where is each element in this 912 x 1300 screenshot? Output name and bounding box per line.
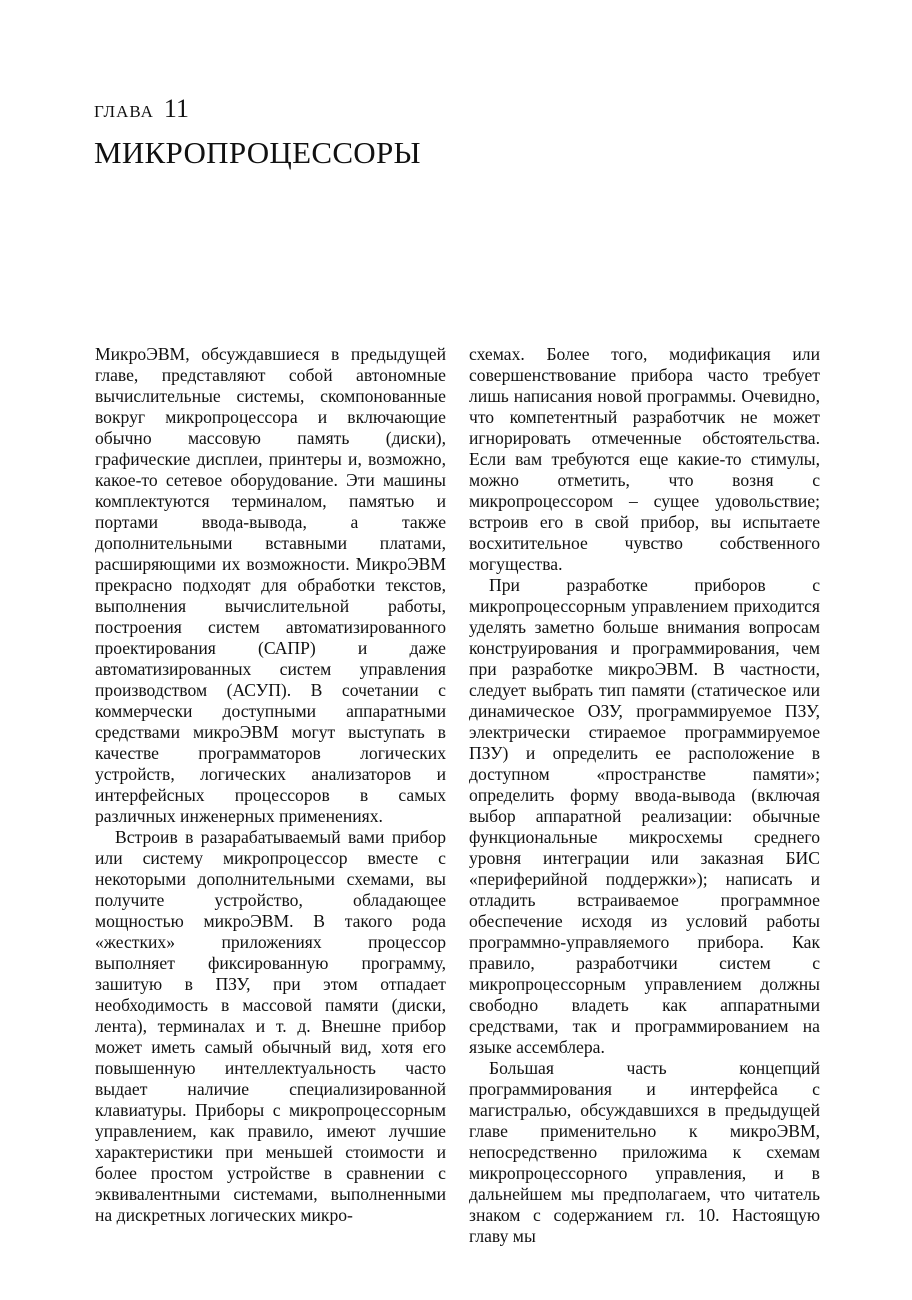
- paragraph-continuation: схемах. Более того, модификация или совершенствование прибора часто требует лишь написания новой программы. Очевидно, что компетентный разработчик не может игнорировать отмеченные обстоятельства. Если вам требуются еще какие-то стимулы, можно отметить, что возня с микропроцессором – сущее удовольствие; встроив его в свой прибор, вы испытаете восхитительное чувство собственного могущества.: [469, 344, 820, 574]
- left-column: [95, 344, 446, 1226]
- chapter-number: 11: [163, 94, 189, 123]
- paragraph-concepts: Большая часть концепций программирования и интерфейса с магистралью, обсуждавшихся в предыдущей главе применительно к микроЭВМ, непосредственно приложима к схемам микропроцессорного управления, и в дальнейшем мы предполагаем, что читатель знаком с содержанием гл. 10. Настоящую главу мы: [469, 1058, 820, 1246]
- paragraph-design: При разработке приборов с микропроцессорным управлением приходится уделять заметно больше внимания вопросам конструирования и программирования, чем при разработке микроЭВМ. В частности, следует выбрать тип памяти (статическое или динамическое ОЗУ, программируемое ПЗУ, электрически стираемое программируемое ПЗУ) и определить ее расположение в доступном «пространстве памяти»; определить форму ввода-вывода (включая выбор аппаратной реализации: обычные функциональные микросхемы среднего уровня интеграции или заказная БИС «периферийной поддержки»); написать и отладить встраиваемое программное обеспечение исходя из условий работы программно-управляемого прибора. Как правило, разработчики систем с микропроцессорным управлением должны свободно владеть как аппаратными средствами, так и программированием на языке ассемблера.: [469, 575, 820, 1057]
- paragraph-intro: МикроЭВМ, обсуждавшиеся в предыдущей главе, представляют собой автономные вычислительные системы, скомпонованные вокруг микропроцессора и включающие обычно массовую память (диски), графические дисплеи, принтеры и, возможно, какое-то сетевое оборудование. Эти машины комплектуются терминалом, памятью и портами ввода-вывода, а также дополнительными вставными платами, расширяющими их возможности. МикроЭВМ прекрасно подходят для обработки текстов, выполнения вычислительной работы, построения систем автоматизированного проектирования (САПР) и даже автоматизированных систем управления производством (АСУП). В сочетании с коммерчески доступными аппаратными средствами микроЭВМ могут выступать в качестве программаторов логических устройств, логических анализаторов и интерфейсных процессоров в самых различных инженерных применениях.: [95, 344, 446, 826]
- chapter-label: [94, 96, 189, 122]
- right-column: [469, 344, 820, 1247]
- chapter-word: ГЛАВА: [94, 102, 154, 121]
- chapter-title: МИКРОПРОЦЕССОРЫ: [94, 135, 421, 170]
- paragraph-embedding: Встроив в разарабатываемый вами прибор или систему микропроцессор вместе с некоторыми дополнительными схемами, вы получите устройство, обладающее мощностью микроЭВМ. В такого рода «жестких» приложениях процессор выполняет фиксированную программу, зашитую в ПЗУ, при этом отпадает необходимость в массовой памяти (диски, лента), терминалах и т. д. Внешне прибор может иметь самый обычный вид, хотя его повышенную интеллектуальность часто выдает наличие специализированной клавиатуры. Приборы с микропроцессорным управлением, как правило, имеют лучшие характеристики при меньшей стоимости и более простом устройстве в сравнении с эквивалентными системами, выполненными на дискретных логических микро-: [95, 827, 446, 1225]
